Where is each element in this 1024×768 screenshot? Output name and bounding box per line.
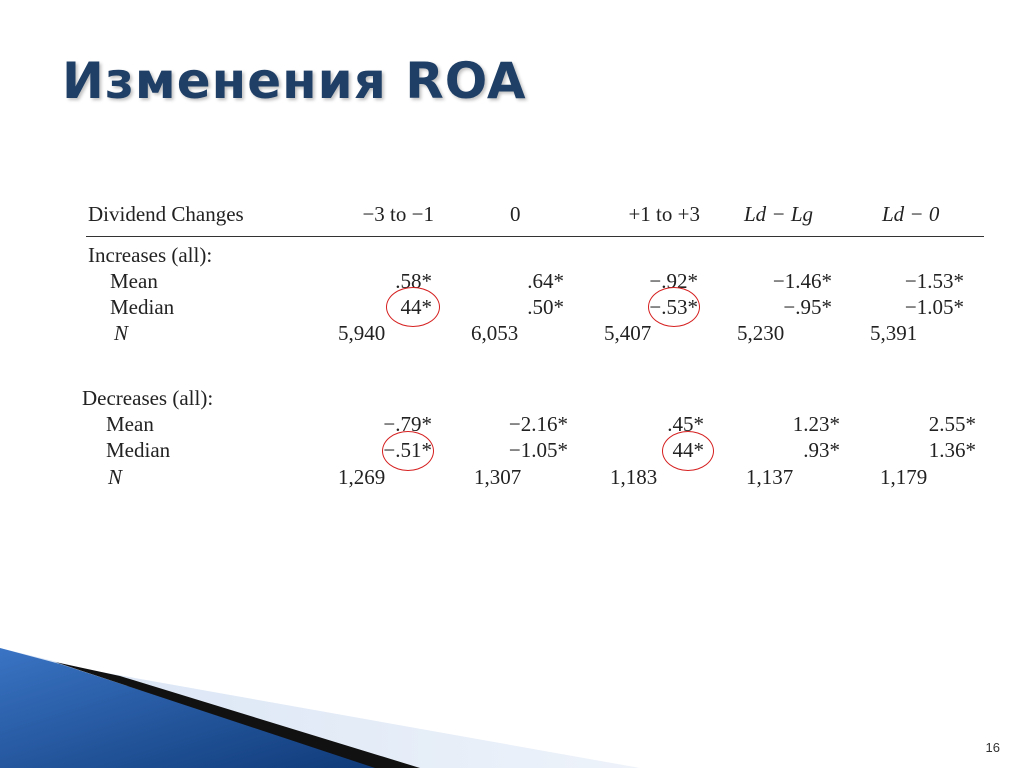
decreases-n-4: 1,137 [746, 465, 794, 489]
decreases-mean-5: 2.55* [928, 412, 976, 436]
increases-title: Increases (all): [88, 243, 213, 267]
increases-mean-3: −.92* [649, 269, 698, 293]
header-col-1: −3 to −1 [362, 202, 434, 226]
header-label: Dividend Changes [88, 202, 244, 226]
decreases-mean-2: −2.16* [508, 412, 568, 436]
decreases-n-1: 1,269 [338, 465, 386, 489]
header-col-2: 0 [510, 202, 521, 226]
increases-n-3: 5,407 [604, 321, 652, 345]
increases-n-label: N [114, 321, 129, 345]
increases-mean-1: .58* [395, 269, 432, 293]
header-col-5: Ld − 0 [882, 202, 940, 226]
increases-mean-4: −1.46* [772, 269, 832, 293]
decreases-n-2: 1,307 [474, 465, 522, 489]
decreases-n-3: 1,183 [610, 465, 658, 489]
increases-n-4: 5,230 [737, 321, 785, 345]
decreases-n-5: 1,179 [880, 465, 928, 489]
increases-median-1: 44* [400, 295, 432, 319]
increases-median-4: −.95* [783, 295, 832, 319]
decreases-median-3: 44* [672, 438, 704, 462]
header-col-4: Ld − Lg [744, 202, 814, 226]
page-number: 16 [985, 740, 1000, 755]
increases-n-1: 5,940 [338, 321, 386, 345]
decreases-mean-1: −.79* [383, 412, 432, 436]
decreases-median-1: −.51* [383, 438, 432, 462]
decreases-median-label: Median [106, 438, 171, 462]
decreases-title: Decreases (all): [82, 386, 214, 410]
increases-mean-label: Mean [110, 269, 158, 293]
increases-median-5: −1.05* [904, 295, 964, 319]
increases-median-2: .50* [527, 295, 564, 319]
increases-median-label: Median [110, 295, 175, 319]
decreases-median-5: 1.36* [928, 438, 976, 462]
decreases-median-2: −1.05* [508, 438, 568, 462]
decreases-n-label: N [108, 465, 123, 489]
increases-median-3: −.53* [649, 295, 698, 319]
decreases-mean-4: 1.23* [792, 412, 840, 436]
slide-title: Изменения ROA [62, 52, 527, 110]
increases-n-5: 5,391 [870, 321, 918, 345]
decreases-mean-3: .45* [667, 412, 704, 436]
decreases-median-4: .93* [803, 438, 840, 462]
decreases-mean-label: Mean [106, 412, 154, 436]
increases-n-2: 6,053 [471, 321, 519, 345]
header-col-3: +1 to +3 [628, 202, 700, 226]
increases-mean-2: .64* [527, 269, 564, 293]
increases-mean-5: −1.53* [904, 269, 964, 293]
